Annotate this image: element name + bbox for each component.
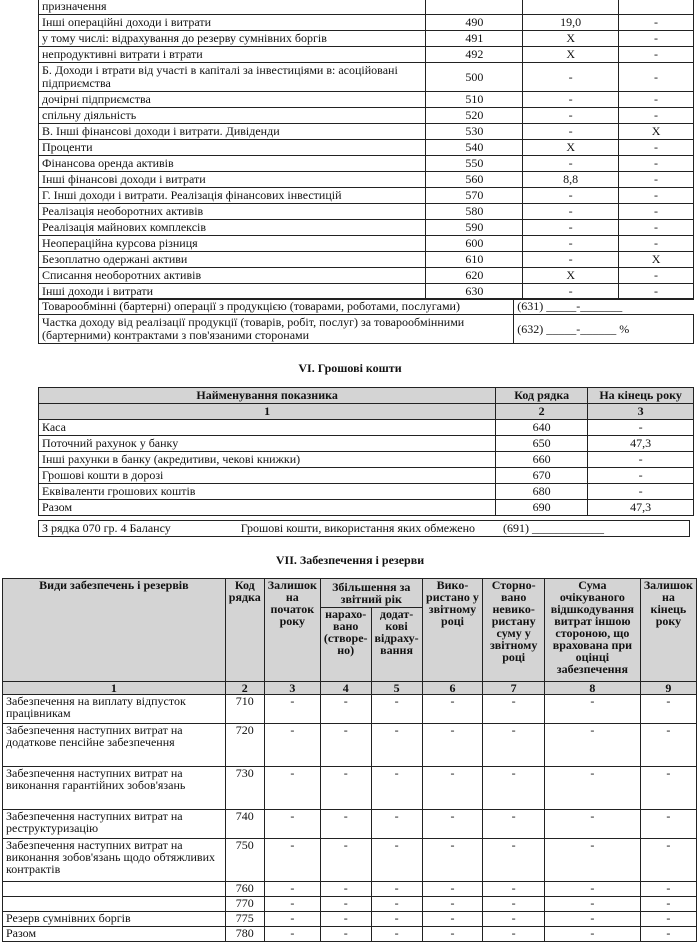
- row-value: -: [640, 695, 696, 724]
- table-row: [39, 108, 694, 124]
- row-value: X: [619, 252, 694, 268]
- row-code: 600: [426, 236, 523, 252]
- row-value: -: [483, 839, 545, 882]
- row-value: -: [483, 882, 545, 897]
- row-value: -: [544, 810, 640, 839]
- row-value: -: [619, 108, 694, 124]
- table-row: [39, 63, 694, 92]
- row-value: X: [523, 47, 619, 63]
- row-value: -: [422, 912, 483, 927]
- table-row: [39, 315, 694, 344]
- column-number: 1: [39, 404, 496, 420]
- table-row: [3, 927, 697, 942]
- table-row: [39, 124, 694, 140]
- income-expense-table: [38, 0, 694, 300]
- row-value: -: [483, 927, 545, 942]
- table-row: [39, 252, 694, 268]
- table-row: [3, 897, 697, 912]
- row-value: -: [523, 284, 619, 300]
- row-value: -: [544, 927, 640, 942]
- table-header-row: [39, 388, 694, 404]
- column-header: Найменування показника: [39, 388, 496, 404]
- row-value: -: [264, 912, 320, 927]
- restricted-code: (691) ____________: [503, 521, 605, 535]
- row-value: -: [371, 724, 422, 767]
- row-value: X: [523, 31, 619, 47]
- row-value: -: [483, 810, 545, 839]
- table-row: [39, 420, 694, 436]
- row-code: 500: [426, 63, 523, 92]
- row-label: Разом: [39, 500, 496, 516]
- column-number-row: [39, 404, 694, 420]
- row-value: -: [619, 284, 694, 300]
- row-value: -: [320, 927, 371, 942]
- row-value: -: [264, 724, 320, 767]
- row-value: -: [619, 172, 694, 188]
- table-row: [39, 521, 690, 537]
- row-value: -: [523, 63, 619, 92]
- barter-label: Товарообмінні (бартерні) операції з продукцією (товарами, роботами, послугами): [39, 299, 514, 315]
- row-label: Інші рахунки в банку (акредитиви, чекові книжки): [39, 452, 496, 468]
- row-value: -: [264, 695, 320, 724]
- table-row: [39, 172, 694, 188]
- row-value: -: [523, 204, 619, 220]
- row-code: 560: [426, 172, 523, 188]
- column-header: додат-кові відраху-вання: [371, 608, 422, 682]
- row-value: X: [619, 124, 694, 140]
- row-value: -: [523, 252, 619, 268]
- column-number: 7: [483, 682, 545, 695]
- row-code: 740: [225, 810, 264, 839]
- row-label: Б. Доходи і втрати від участі в капіталі за інвестиціями в: асоційовані підприємства: [39, 63, 426, 92]
- table-row: [39, 156, 694, 172]
- row-code: 680: [496, 484, 588, 500]
- row-value: -: [422, 810, 483, 839]
- income-expense-rows: [39, 15, 694, 300]
- row-code: 650: [496, 436, 588, 452]
- row-code: 620: [426, 268, 523, 284]
- column-number: 9: [640, 682, 696, 695]
- column-header: Залишок на початок року: [264, 579, 320, 682]
- row-code: 510: [426, 92, 523, 108]
- row-value: -: [483, 897, 545, 912]
- row-value: -: [422, 882, 483, 897]
- table-row: [39, 140, 694, 156]
- row-value: -: [483, 695, 545, 724]
- row-label: Забезпечення на виплату відпусток працівникам: [3, 695, 226, 724]
- section-vii-title: VII. Забезпечення і резерви: [275, 553, 425, 567]
- row-code: 570: [426, 188, 523, 204]
- row-value: -: [483, 767, 545, 810]
- row-code: 490: [426, 15, 523, 31]
- row-code: 610: [426, 252, 523, 268]
- row-code: 530: [426, 124, 523, 140]
- row-value: -: [422, 724, 483, 767]
- column-number: 5: [371, 682, 422, 695]
- row-label: Реалізація майнових комплексів: [39, 220, 426, 236]
- row-code: 580: [426, 204, 523, 220]
- column-header: Види забезпечень і резервів: [3, 579, 226, 682]
- restricted-label: Грошові кошти, використання яких обмежено: [240, 521, 476, 535]
- row-value: -: [264, 927, 320, 942]
- table-row: [3, 839, 697, 882]
- column-number: 8: [544, 682, 640, 695]
- row-value: 47,3: [588, 500, 694, 516]
- row-value: -: [588, 484, 694, 500]
- table-row: [3, 724, 697, 767]
- table-row: [3, 882, 697, 897]
- column-number: 2: [225, 682, 264, 695]
- row-value: -: [640, 897, 696, 912]
- row-label: Списання необоротних активів: [39, 268, 426, 284]
- table-row: [39, 15, 694, 31]
- barter-share-label: Частка доходу від реалізації продукції (товарів, робіт, послуг) за товарообмінними (бартерними) контрактами з пов'язаними сторонами: [39, 315, 514, 344]
- barter-share-value: (632) _____-______ %: [514, 315, 694, 344]
- row-value: -: [483, 912, 545, 927]
- row-label: Неопераційна курсова різниця: [39, 236, 426, 252]
- row-label: спільну діяльність: [39, 108, 426, 124]
- row-label: Каса: [39, 420, 496, 436]
- row-value: -: [422, 695, 483, 724]
- row-value: -: [264, 839, 320, 882]
- row-value: -: [640, 912, 696, 927]
- column-number: 2: [496, 404, 588, 420]
- row-value: -: [619, 236, 694, 252]
- row-value: -: [523, 236, 619, 252]
- row-value: -: [619, 268, 694, 284]
- column-number: 3: [264, 682, 320, 695]
- row-value: -: [371, 810, 422, 839]
- row-value: -: [588, 468, 694, 484]
- column-number: 6: [422, 682, 483, 695]
- row-value: -: [640, 767, 696, 810]
- row-label: Забезпечення наступних витрат на виконання гарантійних зобов'язань: [3, 767, 226, 810]
- table-row: [39, 299, 694, 315]
- row-value: -: [523, 124, 619, 140]
- row-label: Безоплатно одержані активи: [39, 252, 426, 268]
- row-label: Резерв сумнівних боргів: [3, 912, 226, 927]
- row-value: -: [371, 882, 422, 897]
- row-label: непродуктивні витрати і втрати: [39, 47, 426, 63]
- row-code: 550: [426, 156, 523, 172]
- row-label: дочірні підприємства: [39, 92, 426, 108]
- provisions-rows: [3, 695, 697, 942]
- row-code: 630: [426, 284, 523, 300]
- column-number: 3: [588, 404, 694, 420]
- barter-value: (631) _____-_______: [514, 299, 694, 315]
- row-value: -: [588, 452, 694, 468]
- row-label: Разом: [3, 927, 226, 942]
- row-value: -: [640, 724, 696, 767]
- table-row: [39, 220, 694, 236]
- row-code: 770: [225, 897, 264, 912]
- table-row: [39, 92, 694, 108]
- row-value: -: [619, 156, 694, 172]
- row-value: -: [422, 927, 483, 942]
- table-row: [39, 0, 694, 15]
- row-value: -: [640, 882, 696, 897]
- table-row: [39, 47, 694, 63]
- row-label: Реалізація необоротних активів: [39, 204, 426, 220]
- row-value: -: [371, 767, 422, 810]
- column-number: 1: [3, 682, 226, 695]
- row-code: 775: [225, 912, 264, 927]
- row-value: -: [320, 882, 371, 897]
- row-code: 720: [225, 724, 264, 767]
- row-value: -: [320, 810, 371, 839]
- row-value: -: [371, 897, 422, 912]
- row-value: -: [320, 897, 371, 912]
- row-value: 8,8: [523, 172, 619, 188]
- row-code: 780: [225, 927, 264, 942]
- row-label: [3, 897, 226, 912]
- row-value: -: [264, 897, 320, 912]
- row-label: Інші операційні доходи і витрати: [39, 15, 426, 31]
- row-value: -: [371, 912, 422, 927]
- row-value: -: [619, 15, 694, 31]
- row-value: -: [320, 912, 371, 927]
- row-label: Проценти: [39, 140, 426, 156]
- row-value: -: [619, 63, 694, 92]
- row-value: -: [371, 927, 422, 942]
- column-header: Сума очікуваного відшкодування витрат іншою стороною, що врахована при оцінці забезпечення: [544, 579, 640, 682]
- row-label: Інші доходи і витрати: [39, 284, 426, 300]
- column-header: Залишок на кінець року: [640, 579, 696, 682]
- row-label: Забезпечення наступних витрат на додаткове пенсійне забезпечення: [3, 724, 226, 767]
- row-label: призначення: [39, 0, 426, 15]
- cash-rows: [39, 420, 694, 516]
- row-value: -: [422, 767, 483, 810]
- row-value: -: [544, 897, 640, 912]
- row-value: -: [640, 927, 696, 942]
- column-number-row: [3, 682, 697, 695]
- row-value: -: [523, 188, 619, 204]
- row-value: -: [523, 108, 619, 124]
- row-value: -: [619, 220, 694, 236]
- row-label: Поточний рахунок у банку: [39, 436, 496, 452]
- table-row: [3, 767, 697, 810]
- column-header: Сторно-вано невико-ристану суму у звітному році: [483, 579, 545, 682]
- column-header: Вико-ристано у звітному році: [422, 579, 483, 682]
- row-label: у тому числі: відрахування до резерву сумнівних боргів: [39, 31, 426, 47]
- row-value: -: [320, 695, 371, 724]
- row-label: Забезпечення наступних витрат на реструктуризацію: [3, 810, 226, 839]
- column-header: На кінець року: [588, 388, 694, 404]
- table-row: [3, 810, 697, 839]
- row-value: -: [523, 92, 619, 108]
- section-vi-title: VI. Грошові кошти: [298, 361, 402, 375]
- row-label: Фінансова оренда активів: [39, 156, 426, 172]
- row-label: Г. Інші доходи і витрати. Реалізація фінансових інвестицій: [39, 188, 426, 204]
- row-value: -: [544, 695, 640, 724]
- table-row: [3, 695, 697, 724]
- row-value: 47,3: [588, 436, 694, 452]
- row-code: 710: [225, 695, 264, 724]
- row-value: -: [544, 882, 640, 897]
- row-value: -: [544, 724, 640, 767]
- row-code: 730: [225, 767, 264, 810]
- table-row: [39, 468, 694, 484]
- row-value: -: [523, 220, 619, 236]
- column-group-header: Збільшення за звітний рік: [320, 579, 422, 608]
- row-code: 660: [496, 452, 588, 468]
- table-row: [39, 452, 694, 468]
- provisions-table: [2, 578, 697, 942]
- row-value: -: [588, 420, 694, 436]
- row-value: -: [619, 204, 694, 220]
- row-value: 19,0: [523, 15, 619, 31]
- row-label: В. Інші фінансові доходи і витрати. Дивіденди: [39, 124, 426, 140]
- restricted-cash-table: [38, 520, 690, 537]
- table-row: [39, 436, 694, 452]
- row-value: -: [619, 188, 694, 204]
- row-value: -: [371, 695, 422, 724]
- row-value: -: [640, 839, 696, 882]
- row-code: 492: [426, 47, 523, 63]
- row-value: -: [544, 839, 640, 882]
- restricted-source: З рядка 070 гр. 4 Балансу: [42, 521, 171, 535]
- table-row: [39, 188, 694, 204]
- row-value: -: [544, 912, 640, 927]
- row-value: -: [264, 767, 320, 810]
- row-value: X: [523, 268, 619, 284]
- row-value: -: [619, 31, 694, 47]
- row-label: Забезпечення наступних витрат на виконання зобов'язань щодо обтяжливих контрактів: [3, 839, 226, 882]
- row-code: 520: [426, 108, 523, 124]
- row-value: -: [619, 92, 694, 108]
- row-value: -: [320, 839, 371, 882]
- row-value: -: [619, 140, 694, 156]
- barter-table: [38, 298, 694, 344]
- row-value: X: [523, 140, 619, 156]
- table-header-row: [3, 579, 697, 608]
- column-header: Код рядка: [496, 388, 588, 404]
- row-value: -: [422, 839, 483, 882]
- row-code: 750: [225, 839, 264, 882]
- row-value: -: [264, 810, 320, 839]
- table-row: [39, 500, 694, 516]
- row-label: Грошові кошти в дорозі: [39, 468, 496, 484]
- row-value: -: [371, 839, 422, 882]
- table-row: [39, 484, 694, 500]
- row-value: -: [264, 882, 320, 897]
- row-value: -: [640, 810, 696, 839]
- row-code: 590: [426, 220, 523, 236]
- row-value: -: [320, 724, 371, 767]
- row-value: -: [619, 47, 694, 63]
- row-value: -: [422, 897, 483, 912]
- row-label: [3, 882, 226, 897]
- row-label: Інші фінансові доходи і витрати: [39, 172, 426, 188]
- table-row: [3, 912, 697, 927]
- row-code: 760: [225, 882, 264, 897]
- column-number: 4: [320, 682, 371, 695]
- row-code: 540: [426, 140, 523, 156]
- row-value: -: [483, 724, 545, 767]
- table-row: [39, 268, 694, 284]
- column-header: Код рядка: [225, 579, 264, 682]
- table-row: [39, 204, 694, 220]
- row-label: Еквіваленти грошових коштів: [39, 484, 496, 500]
- table-row: [39, 31, 694, 47]
- row-value: -: [523, 156, 619, 172]
- row-value: -: [544, 767, 640, 810]
- row-code: 491: [426, 31, 523, 47]
- cash-table: [38, 387, 694, 516]
- table-row: [39, 236, 694, 252]
- row-code: 670: [496, 468, 588, 484]
- row-code: 640: [496, 420, 588, 436]
- row-code: 690: [496, 500, 588, 516]
- row-value: -: [320, 767, 371, 810]
- column-header: нарахо-вано (створе-но): [320, 608, 371, 682]
